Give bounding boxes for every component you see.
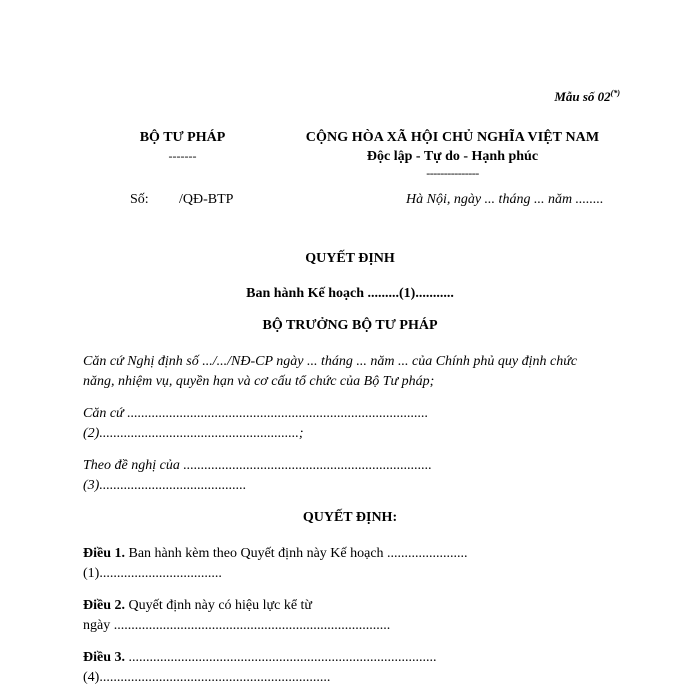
plan-title: Ban hành Kế hoạch .........(1)...........	[246, 286, 454, 301]
issuer-title: BỘ TRƯỞNG BỘ TƯ PHÁP	[262, 318, 438, 333]
article-1	[83, 544, 643, 584]
form-number-text: Mẫu số 02	[554, 89, 611, 104]
legal-basis-line: năng, nhiệm vụ, quyền hạn và cơ cấu tổ chức của Bộ Tư pháp;	[83, 374, 435, 389]
legal-basis-line: (2).........................................................;	[83, 426, 304, 441]
article-text: (4)..................................................................	[83, 670, 331, 685]
legal-basis-line: Căn cứ ......................................................................................	[83, 406, 429, 421]
proposal-basis	[83, 456, 643, 496]
country-name: CỘNG HÒA XÃ HỘI CHỦ NGHĨA VIỆT NAM	[305, 130, 600, 145]
article-label: Điều 2.	[83, 598, 125, 613]
national-motto: Độc lập - Tự do - Hạnh phúc	[366, 149, 539, 164]
motto-divider: ---------------	[426, 166, 479, 180]
article-label: Điều 3.	[83, 650, 125, 665]
doc-number-label: Số:	[130, 192, 149, 207]
document-type-title: QUYẾT ĐỊNH	[305, 251, 395, 266]
proposal-line: Theo đề nghị của .......................................................................	[83, 458, 432, 473]
legal-basis-line: Căn cứ Nghị định số .../.../NĐ-CP ngày ... tháng ... năm ... của Chính phủ quy định chức	[83, 354, 578, 369]
article-text: Quyết định này có hiệu lực kể từ	[125, 598, 313, 613]
article-text: ........................................................................................	[125, 650, 437, 665]
legal-basis-decree	[83, 352, 643, 392]
ministry-name: BỘ TƯ PHÁP	[139, 130, 226, 145]
proposal-line: (3)..........................................	[83, 478, 247, 493]
decide-heading: QUYẾT ĐỊNH:	[302, 510, 398, 525]
article-3	[83, 648, 643, 688]
doc-number-suffix: /QĐ-BTP	[179, 192, 234, 207]
article-2	[83, 596, 643, 636]
article-label: Điều 1.	[83, 546, 125, 561]
place-date: Hà Nội, ngày ... tháng ... năm ........	[406, 192, 604, 207]
legal-basis-other	[83, 404, 643, 444]
article-text: (1)...................................	[83, 566, 222, 581]
form-number-note: (*)	[610, 88, 620, 98]
form-number	[520, 89, 620, 105]
article-text: ngày ...............................................................................	[83, 618, 391, 633]
ministry-divider: -------	[168, 149, 197, 163]
article-text: Ban hành kèm theo Quyết định này Kế hoạch .......................	[125, 546, 468, 561]
